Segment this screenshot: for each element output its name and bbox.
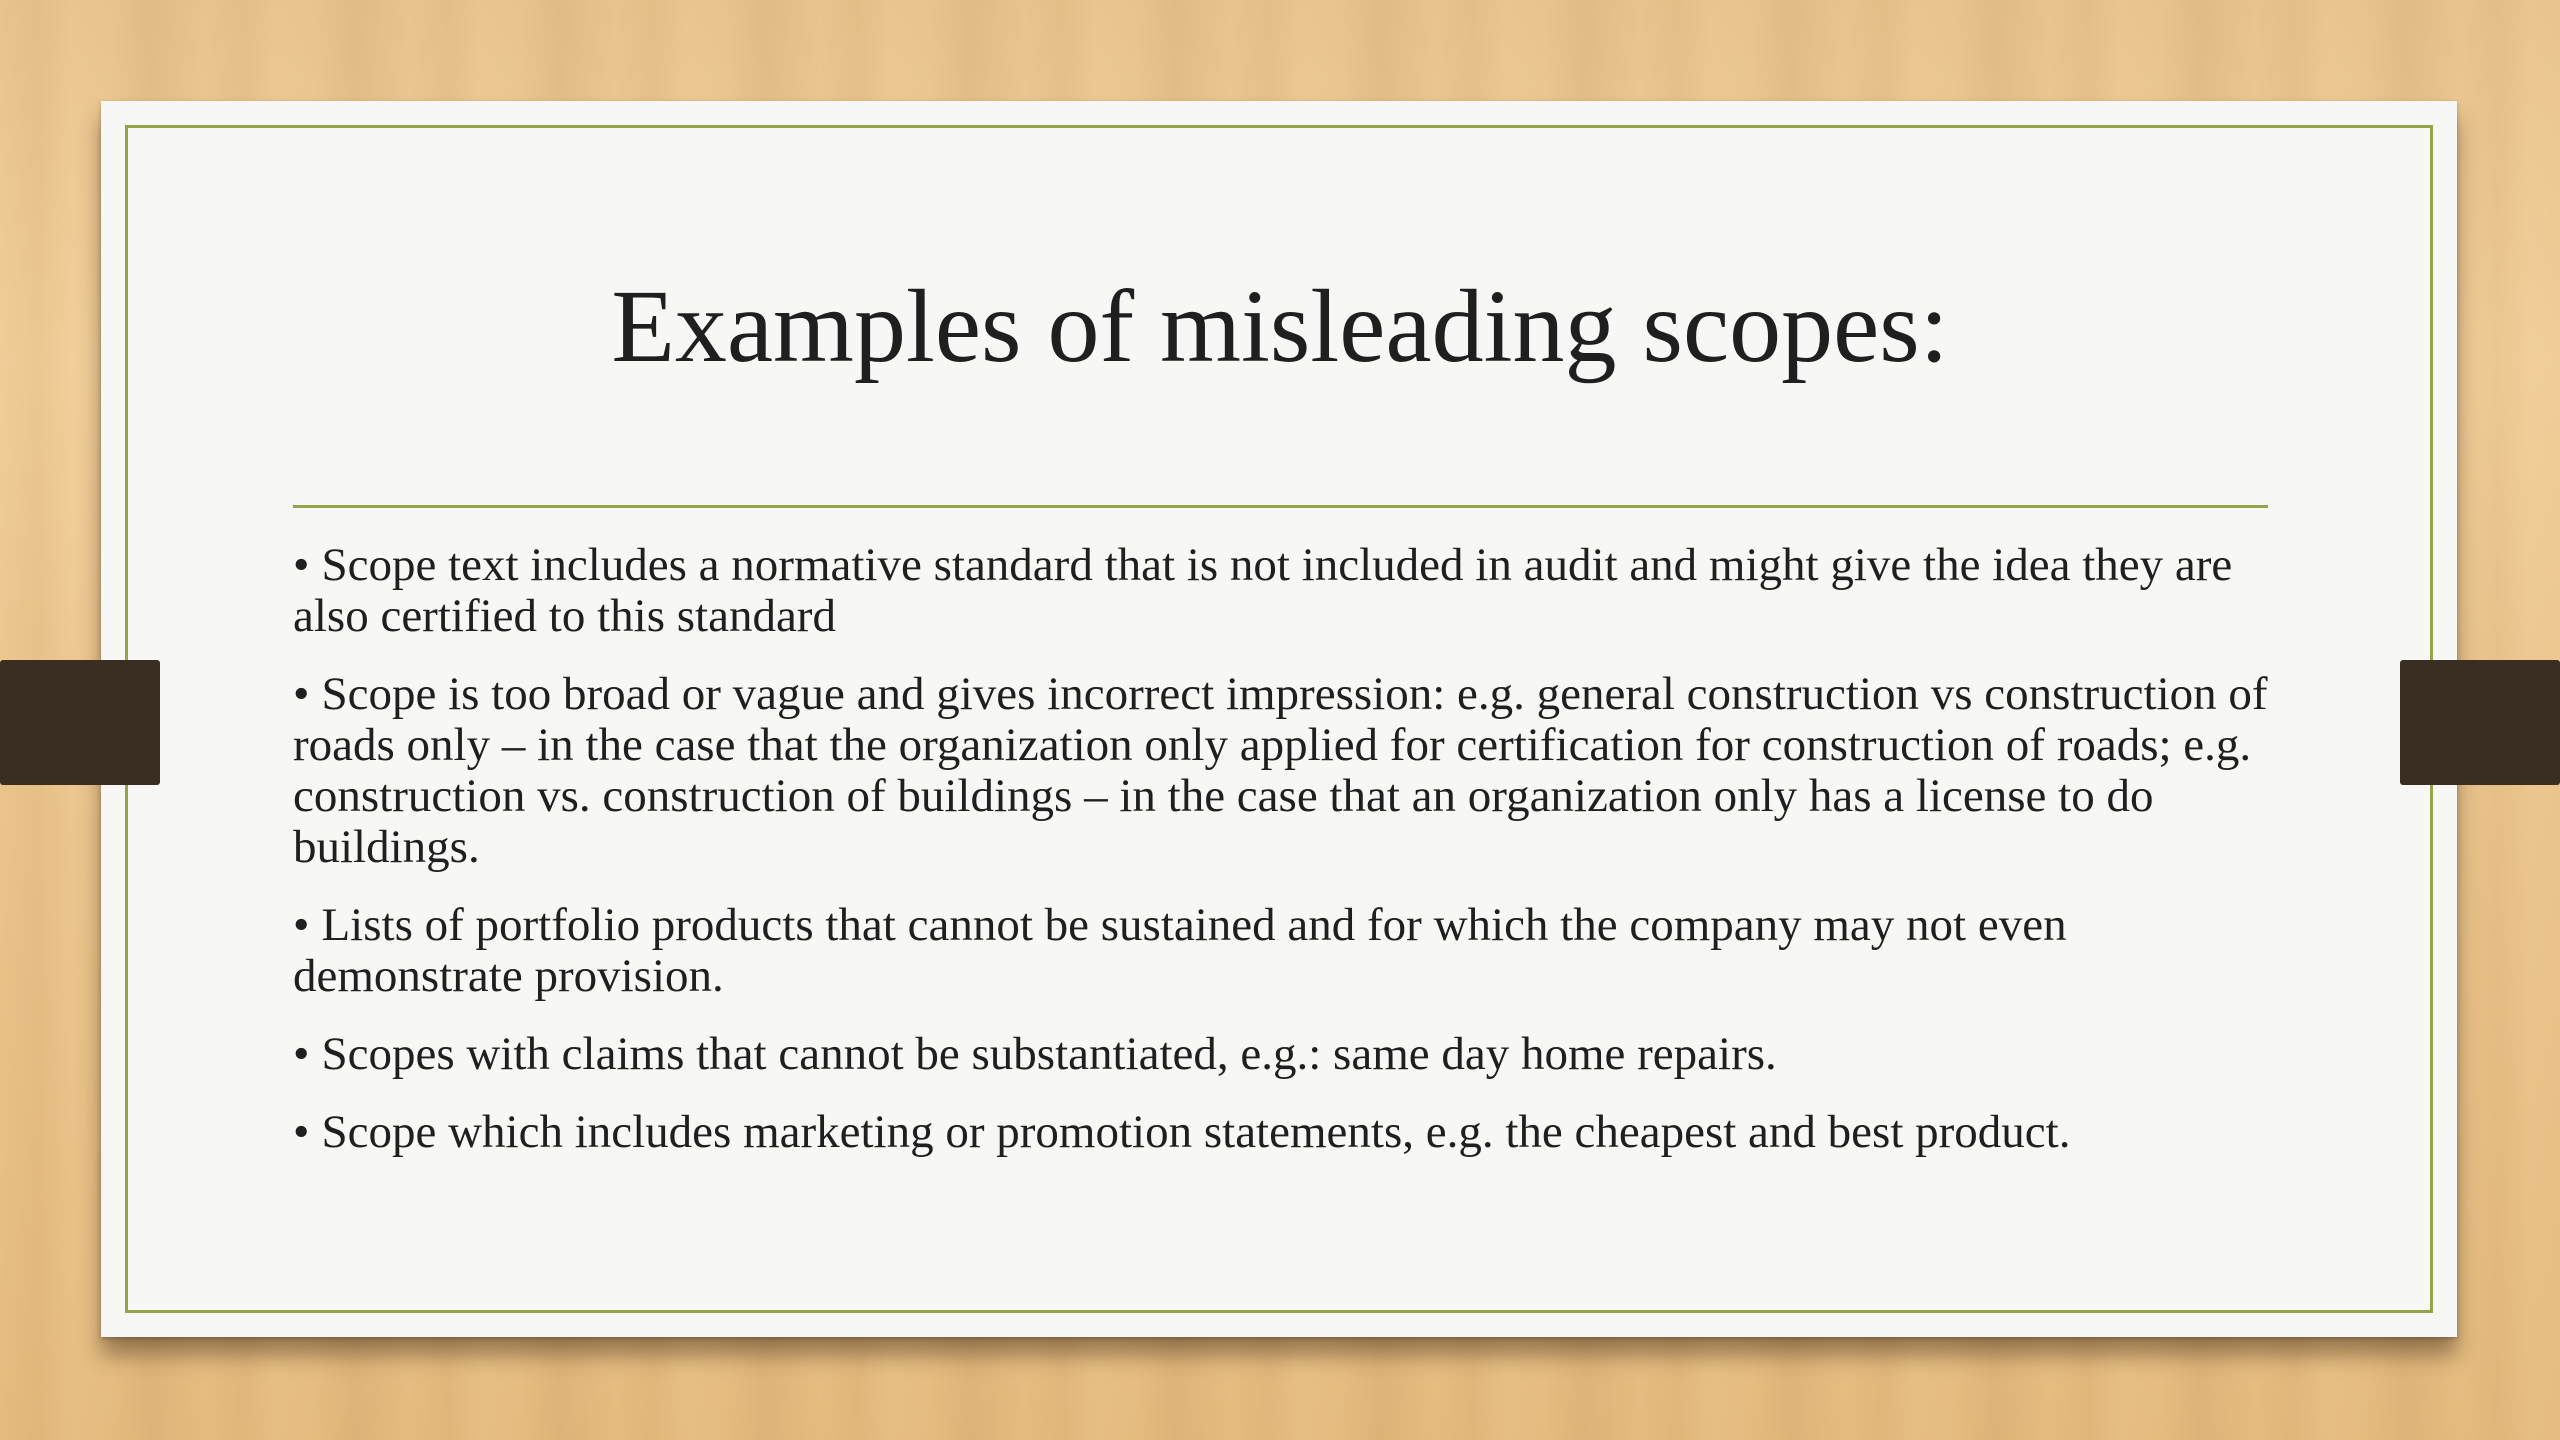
bullet-text: Scopes with claims that cannot be substantiated, e.g.: same day home repairs. — [321, 1028, 1777, 1080]
bullet-item — [293, 900, 2268, 1002]
bullet-text: Scope text includes a normative standard that is not included in audit and might give the idea they are also certified to this standard — [293, 539, 2233, 642]
bullet-text: Lists of portfolio products that cannot be sustained and for which the company may not even demonstrate provision. — [293, 899, 2067, 1002]
title-divider — [293, 505, 2268, 508]
bullet-text: Scope is too broad or vague and gives incorrect impression: e.g. general construction vs construction of roads only – in the case that the organization only applied for certification for construction of roads; e.g. construction vs. construction of buildings – in the case that an organization only has a license to do buildings. — [293, 668, 2268, 873]
bullet-marker: • — [293, 1028, 310, 1080]
bullet-item — [293, 1107, 2268, 1158]
slide-title: Examples of misleading scopes: — [611, 269, 1949, 384]
left-binder-tab — [0, 660, 160, 785]
bullet-text: Scope which includes marketing or promotion statements, e.g. the cheapest and best product. — [321, 1106, 2071, 1158]
bullet-item — [293, 1029, 2268, 1080]
bullet-item — [293, 540, 2268, 642]
bullet-marker: • — [293, 539, 310, 591]
bullet-marker: • — [293, 1106, 310, 1158]
bullet-marker: • — [293, 899, 310, 951]
right-binder-tab — [2400, 660, 2560, 785]
bullet-list — [293, 540, 2268, 1185]
bullet-item — [293, 669, 2268, 873]
bullet-marker: • — [293, 668, 310, 720]
